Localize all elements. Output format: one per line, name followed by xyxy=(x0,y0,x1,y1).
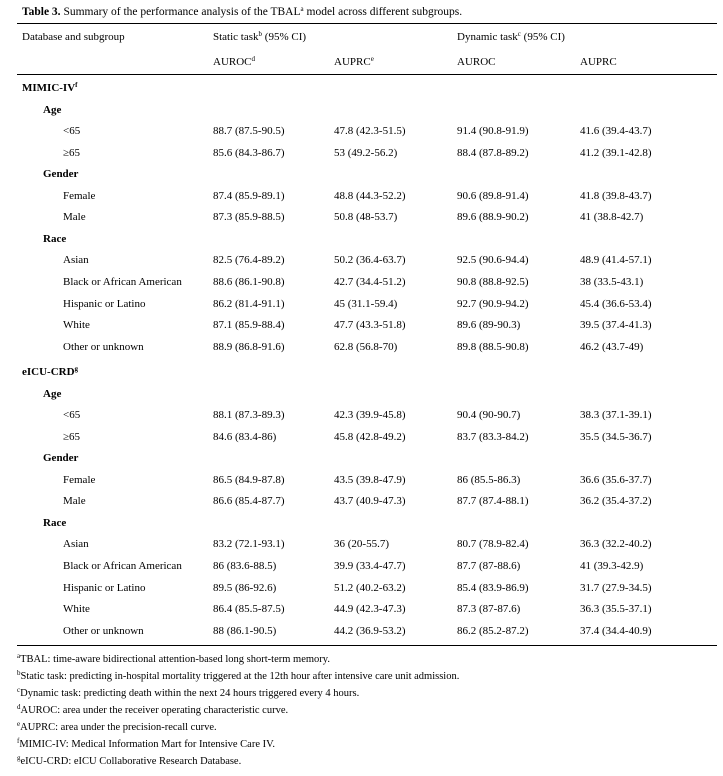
table-row xyxy=(0,339,723,355)
dynamic-auprc-cell: 36.6 (35.6-37.7) xyxy=(580,474,652,486)
footnote-marker: f xyxy=(17,737,20,745)
caption-sup: a xyxy=(300,5,304,13)
header-auroc-static-text: AUROC xyxy=(213,56,252,68)
subgroup-cell: ≥65 xyxy=(63,147,81,159)
subgroup-cell: <65 xyxy=(63,125,81,137)
header-auprc-static-text: AUPRC xyxy=(334,56,371,68)
header-dynamic-task xyxy=(457,30,565,44)
static-auprc-cell: 45.8 (42.8-49.2) xyxy=(334,431,406,443)
group-name: MIMIC-IV xyxy=(22,82,76,94)
header-auroc-dynamic: AUROC xyxy=(457,56,496,68)
dynamic-auprc-cell: 37.4 (34.4-40.9) xyxy=(580,625,652,637)
dynamic-auprc-cell: 41.6 (39.4-43.7) xyxy=(580,125,652,137)
static-auprc-cell: 50.8 (48-53.7) xyxy=(334,211,398,223)
group-sup: g xyxy=(74,365,79,373)
footnote-marker: e xyxy=(17,720,21,728)
subgroup-cell: Asian xyxy=(63,538,89,550)
footnote-marker: a xyxy=(17,652,21,660)
footnote-text: AUROC: area under the receiver operating characteristic curve. xyxy=(20,705,289,716)
static-auroc-cell: 87.3 (85.9-88.5) xyxy=(213,211,285,223)
dynamic-auroc-cell: 89.8 (88.5-90.8) xyxy=(457,341,529,353)
dynamic-auprc-cell: 45.4 (36.6-53.4) xyxy=(580,298,652,310)
subgroup-cell: Male xyxy=(63,495,86,507)
dynamic-auprc-cell: 36.3 (35.5-37.1) xyxy=(580,603,652,615)
static-auprc-cell: 47.7 (43.3-51.8) xyxy=(334,319,406,331)
header-auprc-static-sup: e xyxy=(370,55,374,63)
subgroup-cell: Female xyxy=(63,190,96,202)
header-static-suffix: (95% CI) xyxy=(262,31,307,43)
dynamic-auroc-cell: 86 (85.5-86.3) xyxy=(457,474,521,486)
table-row xyxy=(0,601,723,617)
static-auroc-cell: 85.6 (84.3-86.7) xyxy=(213,147,285,159)
footnote-text: Dynamic task: predicting death within the next 24 hours triggered every 4 hours. xyxy=(20,688,360,699)
table-row xyxy=(0,472,723,488)
footnote xyxy=(17,687,359,701)
group-mimic-iv xyxy=(22,80,78,96)
dynamic-auroc-cell: 90.6 (89.8-91.4) xyxy=(457,190,529,202)
static-auprc-cell: 39.9 (33.4-47.7) xyxy=(334,560,406,572)
dynamic-auroc-cell: 87.7 (87.4-88.1) xyxy=(457,495,529,507)
dynamic-auroc-cell: 91.4 (90.8-91.9) xyxy=(457,125,529,137)
bottom-rule xyxy=(17,645,717,646)
header-static-task xyxy=(213,30,306,44)
dynamic-auroc-cell: 86.2 (85.2-87.2) xyxy=(457,625,529,637)
dynamic-auprc-cell: 31.7 (27.9-34.5) xyxy=(580,582,652,594)
dynamic-auroc-cell: 89.6 (89-90.3) xyxy=(457,319,521,331)
header-auprc-static xyxy=(334,55,374,69)
static-auroc-cell: 88.6 (86.1-90.8) xyxy=(213,276,285,288)
static-auroc-cell: 82.5 (76.4-89.2) xyxy=(213,254,285,266)
category-age: Age xyxy=(43,388,62,400)
dynamic-auprc-cell: 41.2 (39.1-42.8) xyxy=(580,147,652,159)
table-row xyxy=(0,429,723,445)
header-auroc-static xyxy=(213,55,255,69)
dynamic-auroc-cell: 85.4 (83.9-86.9) xyxy=(457,582,529,594)
dynamic-auroc-cell: 90.8 (88.8-92.5) xyxy=(457,276,529,288)
table-row xyxy=(0,536,723,552)
subgroup-cell: Hispanic or Latino xyxy=(63,298,146,310)
static-auroc-cell: 83.2 (72.1-93.1) xyxy=(213,538,285,550)
header-dynamic-sup: c xyxy=(517,30,521,38)
table-row xyxy=(0,296,723,312)
static-auprc-cell: 51.2 (40.2-63.2) xyxy=(334,582,406,594)
static-auroc-cell: 88 (86.1-90.5) xyxy=(213,625,277,637)
footnote-text: TBAL: time-aware bidirectional attention-based long short-term memory. xyxy=(20,654,330,665)
caption-text-end: model across different subgroups. xyxy=(303,6,463,18)
table-row xyxy=(0,209,723,225)
footnote xyxy=(17,670,459,684)
header-static-sup: b xyxy=(258,30,263,38)
static-auprc-cell: 36 (20-55.7) xyxy=(334,538,389,550)
footnote-text: Static task: predicting in-hospital mortality triggered at the 12th hour after intensive care unit admission. xyxy=(20,671,460,682)
static-auroc-cell: 89.5 (86-92.6) xyxy=(213,582,277,594)
static-auprc-cell: 43.5 (39.8-47.9) xyxy=(334,474,406,486)
subgroup-cell: Black or African American xyxy=(63,276,182,288)
subgroup-cell: Hispanic or Latino xyxy=(63,582,146,594)
dynamic-auprc-cell: 36.3 (32.2-40.2) xyxy=(580,538,652,550)
subgroup-cell: Other or unknown xyxy=(63,341,144,353)
static-auprc-cell: 62.8 (56.8-70) xyxy=(334,341,398,353)
dynamic-auprc-cell: 48.9 (41.4-57.1) xyxy=(580,254,652,266)
header-dynamic-suffix: (95% CI) xyxy=(520,31,565,43)
dynamic-auprc-cell: 38.3 (37.1-39.1) xyxy=(580,409,652,421)
footnote-text: eICU-CRD: eICU Collaborative Research Database. xyxy=(20,756,242,767)
group-sup: f xyxy=(75,81,78,89)
static-auroc-cell: 87.4 (85.9-89.1) xyxy=(213,190,285,202)
static-auprc-cell: 43.7 (40.9-47.3) xyxy=(334,495,406,507)
dynamic-auprc-cell: 36.2 (35.4-37.2) xyxy=(580,495,652,507)
category-age: Age xyxy=(43,104,62,116)
static-auprc-cell: 44.2 (36.9-53.2) xyxy=(334,625,406,637)
static-auroc-cell: 88.9 (86.8-91.6) xyxy=(213,341,285,353)
dynamic-auprc-cell: 41 (38.8-42.7) xyxy=(580,211,644,223)
group-name: eICU-CRD xyxy=(22,366,75,378)
dynamic-auroc-cell: 80.7 (78.9-82.4) xyxy=(457,538,529,550)
footnote xyxy=(17,755,241,769)
table-row xyxy=(0,580,723,596)
footnote-marker: d xyxy=(17,703,21,711)
category-race: Race xyxy=(43,233,67,245)
static-auprc-cell: 48.8 (44.3-52.2) xyxy=(334,190,406,202)
subgroup-cell: Female xyxy=(63,474,96,486)
table-row xyxy=(0,623,723,639)
category-race: Race xyxy=(43,517,67,529)
static-auprc-cell: 50.2 (36.4-63.7) xyxy=(334,254,406,266)
dynamic-auroc-cell: 87.3 (87-87.6) xyxy=(457,603,521,615)
dynamic-auroc-cell: 90.4 (90-90.7) xyxy=(457,409,521,421)
subgroup-cell: Asian xyxy=(63,254,89,266)
category-gender: Gender xyxy=(43,168,79,180)
table-row xyxy=(0,558,723,574)
static-auroc-cell: 86.4 (85.5-87.5) xyxy=(213,603,285,615)
subgroup-cell: <65 xyxy=(63,409,81,421)
header-dynamic-text: Dynamic task xyxy=(457,31,518,43)
table-row xyxy=(0,145,723,161)
subgroup-cell: ≥65 xyxy=(63,431,81,443)
dynamic-auroc-cell: 83.7 (83.3-84.2) xyxy=(457,431,529,443)
dynamic-auroc-cell: 92.7 (90.9-94.2) xyxy=(457,298,529,310)
subgroup-cell: White xyxy=(63,603,90,615)
static-auprc-cell: 53 (49.2-56.2) xyxy=(334,147,398,159)
category-gender: Gender xyxy=(43,452,79,464)
static-auroc-cell: 86.5 (84.9-87.8) xyxy=(213,474,285,486)
dynamic-auroc-cell: 88.4 (87.8-89.2) xyxy=(457,147,529,159)
table-row xyxy=(0,317,723,333)
static-auroc-cell: 86 (83.6-88.5) xyxy=(213,560,277,572)
table-caption xyxy=(22,4,462,20)
footnote xyxy=(17,653,330,667)
static-auprc-cell: 44.9 (42.3-47.3) xyxy=(334,603,406,615)
static-auroc-cell: 87.1 (85.9-88.4) xyxy=(213,319,285,331)
caption-text: Summary of the performance analysis of the TBAL xyxy=(60,6,301,18)
dynamic-auprc-cell: 46.2 (43.7-49) xyxy=(580,341,644,353)
dynamic-auprc-cell: 38 (33.5-43.1) xyxy=(580,276,644,288)
dynamic-auprc-cell: 39.5 (37.4-41.3) xyxy=(580,319,652,331)
header-auroc-static-sup: d xyxy=(251,55,256,63)
footnote-text: MIMIC-IV: Medical Information Mart for Intensive Care IV. xyxy=(19,739,275,750)
static-auroc-cell: 88.7 (87.5-90.5) xyxy=(213,125,285,137)
table-row xyxy=(0,252,723,268)
footnote xyxy=(17,704,288,718)
header-static-text: Static task xyxy=(213,31,259,43)
footnote-marker: c xyxy=(17,686,21,694)
footnote-marker: g xyxy=(17,754,21,762)
footnote-text: AUPRC: area under the precision-recall curve. xyxy=(20,722,217,733)
subgroup-cell: Black or African American xyxy=(63,560,182,572)
table-row xyxy=(0,407,723,423)
dynamic-auroc-cell: 87.7 (87-88.6) xyxy=(457,560,521,572)
dynamic-auroc-cell: 92.5 (90.6-94.4) xyxy=(457,254,529,266)
dynamic-auroc-cell: 89.6 (88.9-90.2) xyxy=(457,211,529,223)
static-auprc-cell: 42.7 (34.4-51.2) xyxy=(334,276,406,288)
static-auprc-cell: 45 (31.1-59.4) xyxy=(334,298,398,310)
static-auroc-cell: 84.6 (83.4-86) xyxy=(213,431,277,443)
static-auprc-cell: 42.3 (39.9-45.8) xyxy=(334,409,406,421)
footnote xyxy=(17,721,217,735)
subgroup-cell: Other or unknown xyxy=(63,625,144,637)
group-eicu-crd xyxy=(22,364,78,380)
static-auroc-cell: 86.6 (85.4-87.7) xyxy=(213,495,285,507)
static-auprc-cell: 47.8 (42.3-51.5) xyxy=(334,125,406,137)
table-row xyxy=(0,188,723,204)
static-auroc-cell: 86.2 (81.4-91.1) xyxy=(213,298,285,310)
subgroup-cell: Male xyxy=(63,211,86,223)
static-auroc-cell: 88.1 (87.3-89.3) xyxy=(213,409,285,421)
footnote-marker: b xyxy=(17,669,21,677)
header-auprc-dynamic: AUPRC xyxy=(580,56,617,68)
dynamic-auprc-cell: 41.8 (39.8-43.7) xyxy=(580,190,652,202)
footnote xyxy=(17,738,275,752)
dynamic-auprc-cell: 35.5 (34.5-36.7) xyxy=(580,431,652,443)
table-row xyxy=(0,274,723,290)
header-database-subgroup: Database and subgroup xyxy=(22,31,125,43)
header-rule xyxy=(17,74,717,75)
table-row xyxy=(0,123,723,139)
table-label: Table 3. xyxy=(22,6,61,18)
subgroup-cell: White xyxy=(63,319,90,331)
dynamic-auprc-cell: 41 (39.3-42.9) xyxy=(580,560,644,572)
top-rule xyxy=(17,23,717,24)
table-row xyxy=(0,493,723,509)
